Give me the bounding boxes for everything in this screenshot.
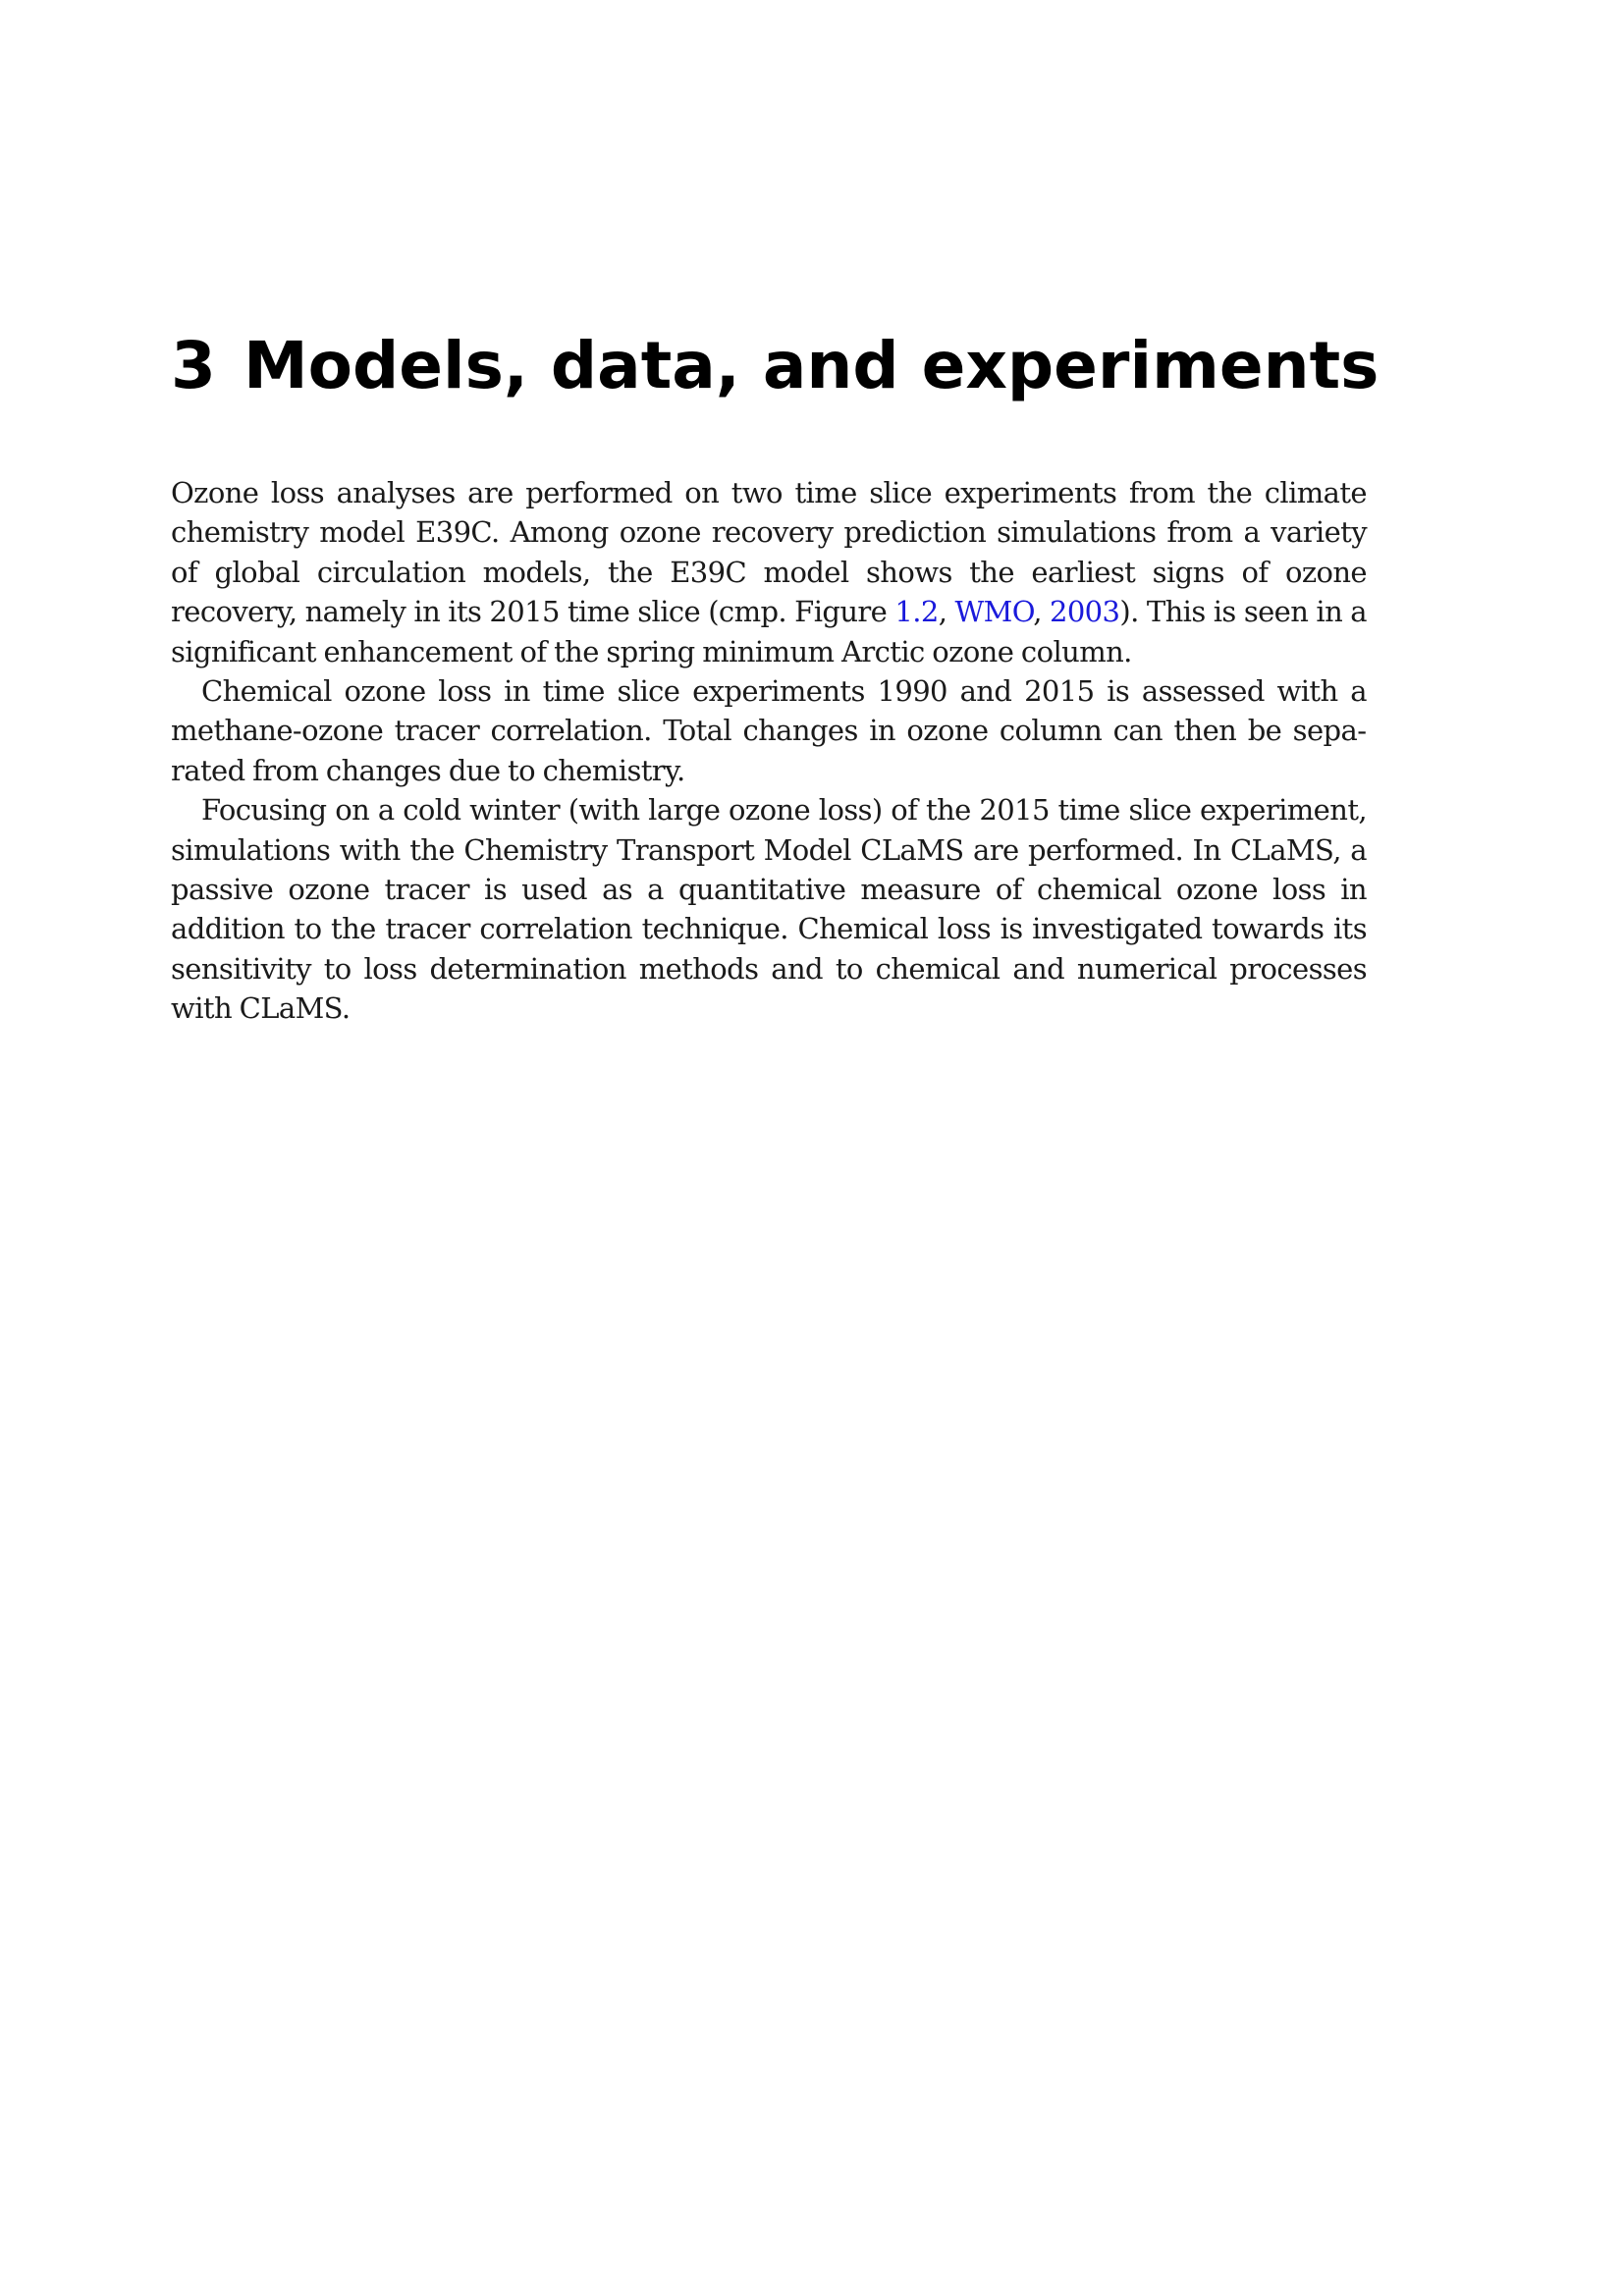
paragraph-clams: Focusing on a cold winter (with large ozone loss) of the 2015 time slice experiment, simulations with the Chemistry Transport Model CLaMS are performed. In CLaMS, a passive ozone tracer is used as a quantitative measure of chemical ozone loss in addition to the tracer correlation technique. Chemical loss is investigated towards its sensitivity to loss determination methods and to chemical and numerical processes with CLaMS. <box>171 793 1367 1026</box>
paragraph-intro <box>171 473 1367 671</box>
citation-author-link[interactable]: WMO <box>954 595 1034 629</box>
paragraph-intro-text-b: , <box>938 595 955 629</box>
paragraph-ozone-loss: Chemical ozone loss in time slice experiments 1990 and 2015 is assessed with a methane-ozone tracer correlation. Total changes in ozone column can then be separated from changes due to chemistry. <box>171 674 1367 787</box>
chapter-body <box>171 473 1367 1029</box>
paragraph-intro-text-c: , <box>1033 595 1050 629</box>
citation-year-link[interactable]: 2003 <box>1049 595 1120 629</box>
paragraph-intro-text-d: ). This is seen in a significant enhancement of the spring minimum Arctic ozone column. <box>171 595 1367 668</box>
chapter-title: Models, data, and experiments <box>243 328 1380 403</box>
figure-reference-link[interactable]: 1.2 <box>894 595 939 629</box>
chapter-number: 3 <box>171 328 216 403</box>
paragraph-intro-text-a: Ozone loss analyses are performed on two time slice experiments from the climate chemistry model E39C. Among ozone recovery prediction simulations from a variety of global circulation models, the E39C model shows the earliest signs of ozone recovery, namely in its 2015 time slice (cmp. Figure <box>171 476 1367 629</box>
chapter-heading <box>171 328 1380 403</box>
